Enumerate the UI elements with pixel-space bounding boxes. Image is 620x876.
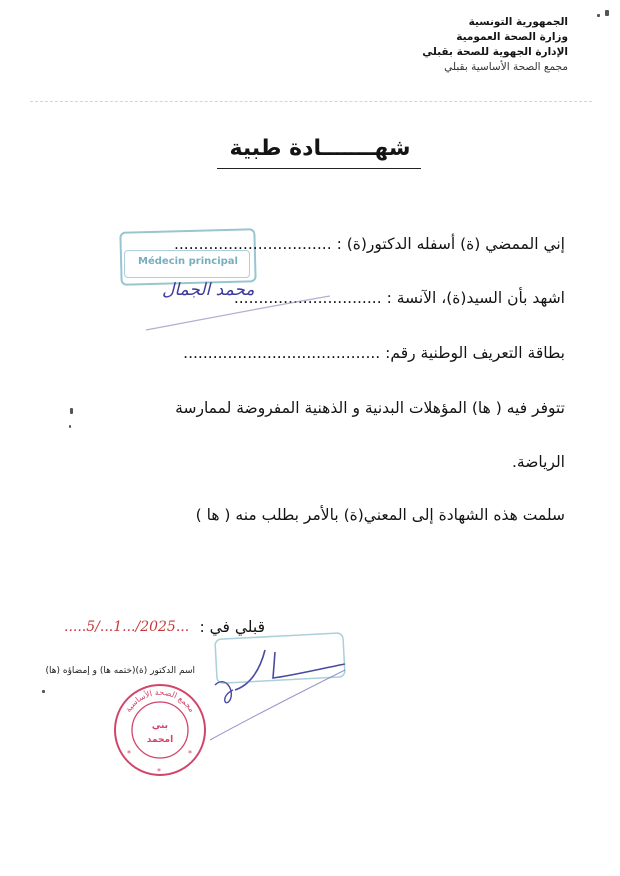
date-value: .....5/...1.../2025...	[64, 619, 190, 635]
header-country: الجمهورية التونسية	[468, 16, 568, 28]
round-stamp-name-2: امحمد	[146, 735, 174, 745]
doctor-line-dots: ................................	[173, 235, 332, 253]
id-card-line	[183, 343, 565, 363]
round-stamp-star: *	[188, 749, 192, 758]
header-divider	[30, 101, 592, 102]
document-title: شهـــــــادة طبية	[229, 136, 411, 161]
scan-speck	[69, 425, 71, 428]
patient-line-text: اشهد بأن السيد(ة)، الآنسة :	[386, 289, 565, 307]
round-stamp-star: *	[127, 749, 131, 758]
header-ministry: وزارة الصحة العمومية	[456, 31, 568, 43]
document-header	[422, 15, 568, 75]
scan-speck	[605, 10, 609, 16]
patient-name-handwriting: محمد الجمال	[162, 280, 255, 300]
signature-caption: اسم الدكتور (ة)(ختمه ها) و إمضاؤه (ها)	[45, 666, 195, 676]
scan-speck	[597, 14, 600, 17]
patient-line-dots: ..............................	[233, 289, 382, 307]
header-regional-directorate: الإدارة الجهوية للصحة بقبلي	[422, 46, 568, 58]
date-label: قبلي في :	[199, 618, 265, 636]
header-health-center: مجمع الصحة الأساسية بقبلي	[444, 61, 568, 73]
doctor-line-text: إني الممضي (ة) أسفله الدكتور(ة) :	[336, 235, 565, 253]
issuance-line: سلمت هذه الشهادة إلى المعني(ة) بالأمر بطلب منه ( ها )	[195, 506, 565, 524]
title-underline	[217, 168, 421, 169]
doctor-line	[174, 234, 565, 254]
scan-speck	[70, 408, 73, 414]
round-stamp-name-1: بني	[151, 721, 169, 731]
signature-stamp-frame	[212, 630, 352, 690]
health-center-round-stamp	[110, 680, 210, 780]
round-stamp-star: *	[157, 767, 161, 776]
scan-speck	[42, 690, 45, 693]
fitness-statement-line: تتوفر فيه ( ها) المؤهلات البدنية و الذهنية المفروضة لممارسة	[175, 399, 565, 417]
id-card-line-dots: ........................................	[183, 344, 381, 362]
doctor-rect-stamp-text: Médecin principal	[138, 256, 238, 267]
round-stamp-outer-text: مجمع الصحة الأساسية	[123, 687, 197, 714]
pen-stroke	[140, 290, 340, 340]
sport-line: الرياضة.	[511, 453, 565, 471]
id-card-line-text: بطاقة التعريف الوطنية رقم:	[385, 344, 565, 362]
